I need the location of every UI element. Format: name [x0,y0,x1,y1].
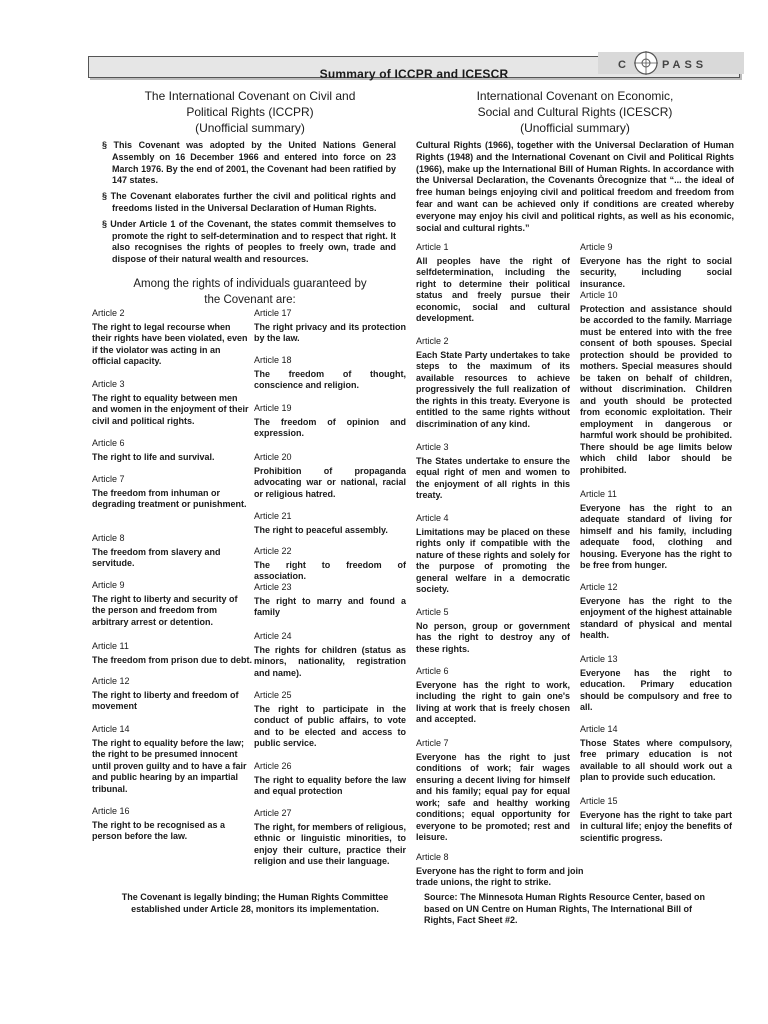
article-block [254,690,406,750]
article-text: The right to liberty and freedom of movement [92,689,239,711]
article-text: No person, group or government has the right to destroy any of these rights. [416,620,570,654]
article-text: The right, for members of religious, ethnic or linguistic minorities, to enjoy their culture, practice their religion and use their language. [254,821,406,866]
article-text: The right to marry and found a family [254,595,406,617]
article-text: The freedom from prison due to debt. [92,654,253,665]
icescr-intro: Cultural Rights (1966), together with the Universal Declaration of Human Rights (1948) and the International Covenant on Civil and Political Rights (1966), make up the International Bill of Human Rights. In accordance with the Universal Declaration, the Covenants Òrecognize that “... the ideal of free human beings enjoying civil and political freedom and freedom from fear and want can be achieved only if conditions are created whereby everyone may enjoy his civil and political rights, as well as his economic, social and cultural rights.” [416,140,734,233]
article-title: Article 12 [92,676,130,686]
article-text: The freedom of thought, conscience and religion. [254,368,406,390]
article-block [92,438,252,463]
article-block [254,631,406,679]
article-block [416,336,570,430]
article-text: Everyone has the right to social security, including social insurance. [580,255,732,289]
article-text: The right to freedom of association. [254,559,406,581]
iccpr-bullet: § Under Article 1 of the Covenant, the states commit themselves to promote the right to self-determination and to respect that right. It also recognises the rights of peoples to freely own, trade and dispose of their natural wealth and resources. [102,218,396,265]
article-title: Article 14 [92,724,130,734]
article-text: The freedom from slavery and servitude. [92,546,221,568]
article-text: The right to equality between men and women in the enjoyment of their civil and political rights. [92,392,249,426]
rights-heading [100,276,400,308]
article-block [580,796,732,844]
article-block [92,724,252,795]
article-block [92,474,252,511]
article-title: Article 11 [580,489,617,499]
article-title: Article 8 [416,852,449,862]
iccpr-bullets [102,140,396,270]
page-title: Summary of ICCPR and ICESCR [319,67,509,81]
article-title: Article 2 [92,308,125,318]
compass-logo [598,48,744,78]
article-text: The right to liberty and security of the person and freedom from arbitrary arrest or detention. [92,593,238,627]
article-text: The States undertake to ensure the equal right of men and women to the enjoyment of all rights in this treaty. [416,455,570,500]
article-block [416,242,570,325]
icescr-heading-line-3: (Unofficial summary) [520,121,630,135]
article-title: Article 23 [254,582,292,592]
iccpr-footer: The Covenant is legally binding; the Human Rights Committee established under Article 28, monitors its implementation. [121,892,389,914]
article-block [254,808,406,868]
article-title: Article 15 [580,796,618,806]
article-text: Everyone has the right to education. Primary education should be compulsory and free to all. [580,667,732,712]
article-block [92,676,252,713]
article-block [416,442,570,502]
rights-heading-line-2: the Covenant are: [204,294,296,306]
rights-heading-line-1: Among the rights of individuals guaranteed by [133,278,367,290]
article-title: Article 9 [580,242,613,252]
article-block [254,582,406,619]
iccpr-bullet: § The Covenant elaborates further the civil and political rights and freedoms listed in the Universal Declaration of Human Rights. [102,191,396,213]
article-title: Article 22 [254,546,292,556]
iccpr-heading-line-3: (Unofficial summary) [195,121,305,135]
article-title: Article 1 [416,242,449,252]
article-text: The freedom from inhuman or degrading treatment or punishment. [92,487,247,509]
article-block [580,290,732,476]
article-text: The right to legal recourse when their rights have been violated, even if the violator was acting in an official capacity. [92,321,248,366]
article-title: Article 13 [580,654,618,664]
article-title: Article 12 [580,582,618,592]
article-text: The right to be recognised as a person before the law. [92,819,226,841]
article-title: Article 21 [254,511,292,521]
article-text: Everyone has the right to the enjoyment of the highest attainable standard of physical and mental health. [580,595,732,640]
article-block [416,513,570,596]
article-block [92,641,252,666]
article-title: Article 14 [580,724,618,734]
article-block [416,666,570,726]
article-block [580,654,732,714]
article-title: Article 6 [92,438,125,448]
article-title: Article 10 [580,290,618,300]
article-block [580,489,732,572]
article-text: Protection and assistance should be accorded to the family. Marriage must be entered into with the free consent of both spouses. Special protection should be provided to mothers. Special measures should be taken on behalf of children, without discrimination. Children and youth should be protected from economic exploitation. Their employment in dangerous or harmful work should be prohibited. There should be age limits below which child labor should be prohibited. [580,303,732,475]
article-block [254,308,406,345]
article-title: Article 7 [92,474,125,484]
article-title: Article 6 [416,666,449,676]
article-title: Article 26 [254,761,292,771]
article-block [254,452,406,500]
article-block [254,546,406,583]
article-title: Article 4 [416,513,449,523]
article-block [92,533,252,570]
article-text: The right to life and survival. [92,451,215,462]
article-text: The right to equality before the law and equal protection [254,774,406,796]
article-text: The rights for children (status as minors, nationality, registration and name). [254,644,406,678]
article-block [416,607,570,655]
article-text: Everyone has the right to work, including the right to gain one's living at work that is freely chosen and accepted. [416,679,570,724]
article-block [254,355,406,392]
article-title: Article 24 [254,631,292,641]
article-title: Article 16 [92,806,130,816]
article-block [92,806,252,843]
iccpr-bullet: § This Covenant was adopted by the United Nations General Assembly on 16 December 1966 and entered into force on 23 March 1976. By the end of 2001, the Covenant had been ratified by 147 states. [102,140,396,186]
article-block [416,852,586,889]
article-title: Article 19 [254,403,292,413]
article-text: Prohibition of propaganda advocating war or national, racial or religious hatred. [254,465,406,499]
article-text: The right to peaceful assembly. [254,524,388,535]
article-block [92,580,252,628]
article-title: Article 9 [92,580,125,590]
article-text: The right to participate in the conduct of public affairs, to vote and to be elected and access to public service. [254,703,406,748]
article-title: Article 25 [254,690,292,700]
article-text: The right to equality before the law; the right to be presumed innocent until proven guilty and to have a fair and public hearing by an impartial tribunal. [92,737,247,794]
article-text: Limitations may be placed on these rights only if compatible with the nature of these rights and solely for the purpose of promoting the general welfare in a democratic society. [416,526,570,594]
article-block [580,582,732,642]
icescr-heading [420,88,730,136]
article-title: Article 5 [416,607,449,617]
article-title: Article 27 [254,808,292,818]
article-block [254,511,406,536]
article-title: Article 18 [254,355,292,365]
article-text: Everyone has the right to an adequate standard of living for himself and his family, including adequate food, clothing and housing. Everyone has the right to be free from hunger. [580,502,732,570]
article-block [254,761,406,798]
article-title: Article 8 [92,533,125,543]
article-text: Each State Party undertakes to take steps to the maximum of its available resources to achieve progressively the full realization of the rights in this treaty. Everyone is entitled to the same rights without discrimination of any kind. [416,349,570,429]
article-text: Everyone has the right to form and join trade unions, the right to strike. [416,865,584,887]
article-title: Article 11 [92,641,129,651]
icescr-heading-line-1: International Covenant on Economic, [476,89,674,103]
iccpr-heading [100,88,400,136]
article-text: Everyone has the right to take part in cultural life; enjoy the benefits of scientific progress. [580,809,732,843]
article-text: The right privacy and its protection by the law. [254,321,406,343]
article-title: Article 3 [92,379,125,389]
iccpr-heading-line-2: Political Rights (ICCPR) [186,105,314,119]
icescr-heading-line-2: Social and Cultural Rights (ICESCR) [477,105,673,119]
article-text: All peoples have the right of selfdetermination, including the right to determine their political status and freely pursue their economic, social and cultural development. [416,255,570,323]
svg-text:PASS: PASS [662,59,708,71]
article-block [254,403,406,440]
article-block [416,738,570,844]
iccpr-heading-line-1: The International Covenant on Civil and [144,89,356,103]
article-text: The freedom of opinion and expression. [254,416,406,438]
svg-text:C: C [618,59,629,71]
article-title: Article 20 [254,452,292,462]
article-text: Everyone has the right to just conditions of work; fair wages ensuring a decent living for himself and his family; equal pay for equal work; safe and healthy working conditions; equal opportunity for everyone to be promoted; rest and leisure. [416,751,570,842]
article-block [580,242,732,290]
article-title: Article 2 [416,336,449,346]
icescr-footer: Source: The Minnesota Human Rights Resource Center, based on based on UN Centre on Human Rights, The International Bill of Rights, Fact Sheet #2. [424,892,706,925]
article-block [92,379,252,427]
article-block [92,308,252,368]
article-title: Article 17 [254,308,292,318]
article-block [580,724,732,784]
article-text: Those States where compulsory, free primary education is not available to all should work out a plan to provide such education. [580,737,732,782]
article-title: Article 3 [416,442,449,452]
article-title: Article 7 [416,738,449,748]
